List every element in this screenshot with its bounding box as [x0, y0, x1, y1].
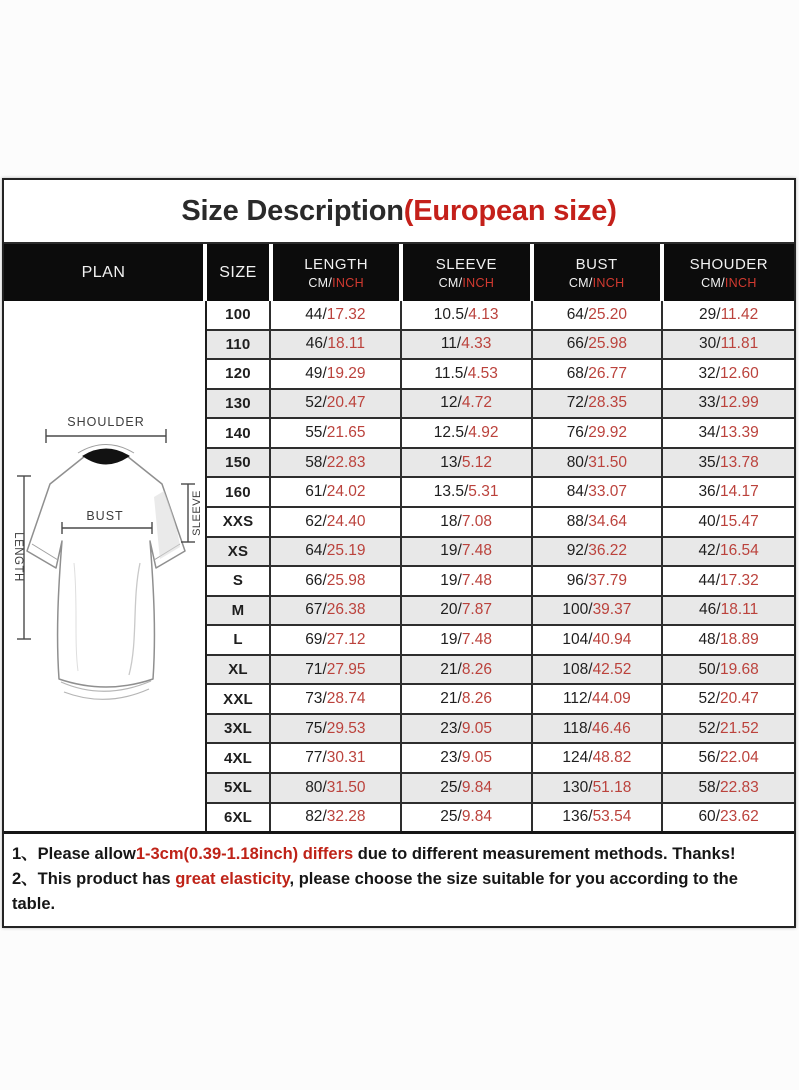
shoulder-label: SHOULDER: [67, 415, 145, 429]
table-row: [207, 567, 794, 597]
table-row: [207, 538, 794, 568]
shoulder-value: 42 / 16.54: [698, 542, 759, 560]
size-label: 160: [207, 478, 271, 506]
note-line-1: 1、Please allow1-3cm(0.39-1.18inch) differs due to different measurement methods. Thanks!: [12, 845, 736, 863]
length-value: 82 / 32.28: [271, 804, 402, 832]
title-subtext: (European size): [403, 194, 617, 227]
table-row: [207, 508, 794, 538]
tshirt-diagram: [4, 301, 205, 829]
bust-value: 118 / 46.46: [533, 715, 664, 743]
shoulder-value: 44 / 17.32: [698, 571, 759, 589]
size-label: XL: [207, 656, 271, 684]
table-row: [207, 744, 794, 774]
sleeve-value: 21 / 8.26: [402, 656, 533, 684]
bust-value: 66 / 25.98: [533, 331, 664, 359]
shoulder-value: 33 / 12.99: [698, 394, 759, 412]
length-value: 46 / 18.11: [271, 331, 402, 359]
table-row: [207, 331, 794, 361]
header-plan: PLAN: [4, 244, 207, 301]
bust-value: 88 / 34.64: [533, 508, 664, 536]
table-body: [4, 301, 794, 831]
table-row: [207, 774, 794, 804]
header-shoulder: SHOUDER CM/INCH: [664, 244, 794, 301]
length-value: 69 / 27.12: [271, 626, 402, 654]
sleeve-value: 18 / 7.08: [402, 508, 533, 536]
shoulder-value: 30 / 11.81: [699, 335, 759, 353]
bust-value: 76 / 29.92: [533, 419, 664, 447]
plan-diagram-cell: [4, 301, 207, 831]
sleeve-value: 20 / 7.87: [402, 597, 533, 625]
shoulder-value: 40 / 15.47: [698, 512, 759, 530]
bust-value: 96 / 37.79: [533, 567, 664, 595]
sleeve-value: 21 / 8.26: [402, 685, 533, 713]
length-value: 62 / 24.40: [271, 508, 402, 536]
bust-value: 64 / 25.20: [533, 301, 664, 329]
size-label: 130: [207, 390, 271, 418]
shoulder-value: 35 / 13.78: [698, 453, 759, 471]
table-row: [207, 449, 794, 479]
header-bust: BUST CM/INCH: [534, 244, 664, 301]
sleeve-value: 13 / 5.12: [402, 449, 533, 477]
table-row: [207, 685, 794, 715]
bust-value: 100 / 39.37: [533, 597, 664, 625]
shoulder-measure-line: [46, 429, 166, 443]
table-row: [207, 626, 794, 656]
length-value: 64 / 25.19: [271, 538, 402, 566]
length-value: 55 / 21.65: [271, 419, 402, 447]
size-label: 140: [207, 419, 271, 447]
bust-label: BUST: [86, 509, 124, 523]
sleeve-value: 10.5 / 4.13: [402, 301, 533, 329]
table-row: [207, 656, 794, 686]
table-row: [207, 715, 794, 745]
size-label: XS: [207, 538, 271, 566]
shoulder-value: 36 / 14.17: [698, 483, 759, 501]
bust-value: 68 / 26.77: [533, 360, 664, 388]
shoulder-value: 52 / 20.47: [698, 690, 759, 708]
size-chart-sheet: [2, 178, 796, 928]
bust-value: 72 / 28.35: [533, 390, 664, 418]
table-header-row: [4, 244, 794, 301]
notes-section: [4, 831, 794, 926]
sleeve-value: 12.5 / 4.92: [402, 419, 533, 447]
sleeve-value: 13.5 / 5.31: [402, 478, 533, 506]
length-value: 49 / 19.29: [271, 360, 402, 388]
bust-value: 92 / 36.22: [533, 538, 664, 566]
sleeve-value: 19 / 7.48: [402, 626, 533, 654]
table-row: [207, 419, 794, 449]
length-value: 73 / 28.74: [271, 685, 402, 713]
table-row: [207, 360, 794, 390]
size-label: 4XL: [207, 744, 271, 772]
bust-value: 104 / 40.94: [533, 626, 664, 654]
sleeve-value: 25 / 9.84: [402, 774, 533, 802]
shoulder-value: 60 / 23.62: [698, 808, 759, 826]
title-text: Size Description: [181, 194, 404, 227]
bust-value: 84 / 33.07: [533, 478, 664, 506]
size-label: XXL: [207, 685, 271, 713]
size-label: L: [207, 626, 271, 654]
header-length: LENGTH CM/INCH: [273, 244, 403, 301]
size-label: 5XL: [207, 774, 271, 802]
table-row: [207, 597, 794, 627]
size-label: 150: [207, 449, 271, 477]
shoulder-value: 56 / 22.04: [698, 749, 759, 767]
table-row: [207, 390, 794, 420]
shoulder-value: 29 / 11.42: [699, 305, 759, 323]
sleeve-value: 12 / 4.72: [402, 390, 533, 418]
sleeve-value: 25 / 9.84: [402, 804, 533, 832]
sleeve-value: 19 / 7.48: [402, 567, 533, 595]
sleeve-value: 11.5 / 4.53: [402, 360, 533, 388]
length-value: 75 / 29.53: [271, 715, 402, 743]
size-label: M: [207, 597, 271, 625]
size-label: 110: [207, 331, 271, 359]
shoulder-value: 34 / 13.39: [698, 424, 759, 442]
shoulder-value: 50 / 19.68: [698, 660, 759, 678]
sleeve-value: 23 / 9.05: [402, 744, 533, 772]
size-label: 120: [207, 360, 271, 388]
size-label: S: [207, 567, 271, 595]
length-value: 80 / 31.50: [271, 774, 402, 802]
bust-value: 130 / 51.18: [533, 774, 664, 802]
length-value: 67 / 26.38: [271, 597, 402, 625]
length-value: 66 / 25.98: [271, 567, 402, 595]
length-value: 58 / 22.83: [271, 449, 402, 477]
bust-value: 108 / 42.52: [533, 656, 664, 684]
shoulder-value: 52 / 21.52: [698, 719, 759, 737]
length-value: 77 / 30.31: [271, 744, 402, 772]
header-sleeve: SLEEVE CM/INCH: [403, 244, 533, 301]
bust-value: 124 / 48.82: [533, 744, 664, 772]
bust-value: 112 / 44.09: [533, 685, 664, 713]
bust-value: 80 / 31.50: [533, 449, 664, 477]
shoulder-value: 58 / 22.83: [698, 778, 759, 796]
size-label: 100: [207, 301, 271, 329]
shoulder-value: 48 / 18.89: [698, 630, 759, 648]
length-value: 61 / 24.02: [271, 478, 402, 506]
sleeve-label: SLEEVE: [191, 490, 203, 536]
shoulder-value: 32 / 12.60: [698, 364, 759, 382]
sleeve-value: 11 / 4.33: [402, 331, 533, 359]
table-row: [207, 478, 794, 508]
size-label: XXS: [207, 508, 271, 536]
sleeve-value: 23 / 9.05: [402, 715, 533, 743]
length-value: 52 / 20.47: [271, 390, 402, 418]
sleeve-value: 19 / 7.48: [402, 538, 533, 566]
note-line-2: 2、This product has great elasticity, please choose the size suitable for you according to the table.: [12, 869, 738, 913]
page-title: [4, 180, 794, 244]
size-label: 3XL: [207, 715, 271, 743]
table-row: [207, 804, 794, 832]
shoulder-value: 46 / 18.11: [699, 601, 759, 619]
length-label: LENGTH: [12, 532, 24, 582]
length-value: 71 / 27.95: [271, 656, 402, 684]
bust-value: 136 / 53.54: [533, 804, 664, 832]
header-size: SIZE: [207, 244, 273, 301]
table-row: [207, 301, 794, 331]
size-label: 6XL: [207, 804, 271, 832]
tshirt-outline: [27, 450, 185, 687]
length-value: 44 / 17.32: [271, 301, 402, 329]
size-table-body: [207, 301, 794, 831]
